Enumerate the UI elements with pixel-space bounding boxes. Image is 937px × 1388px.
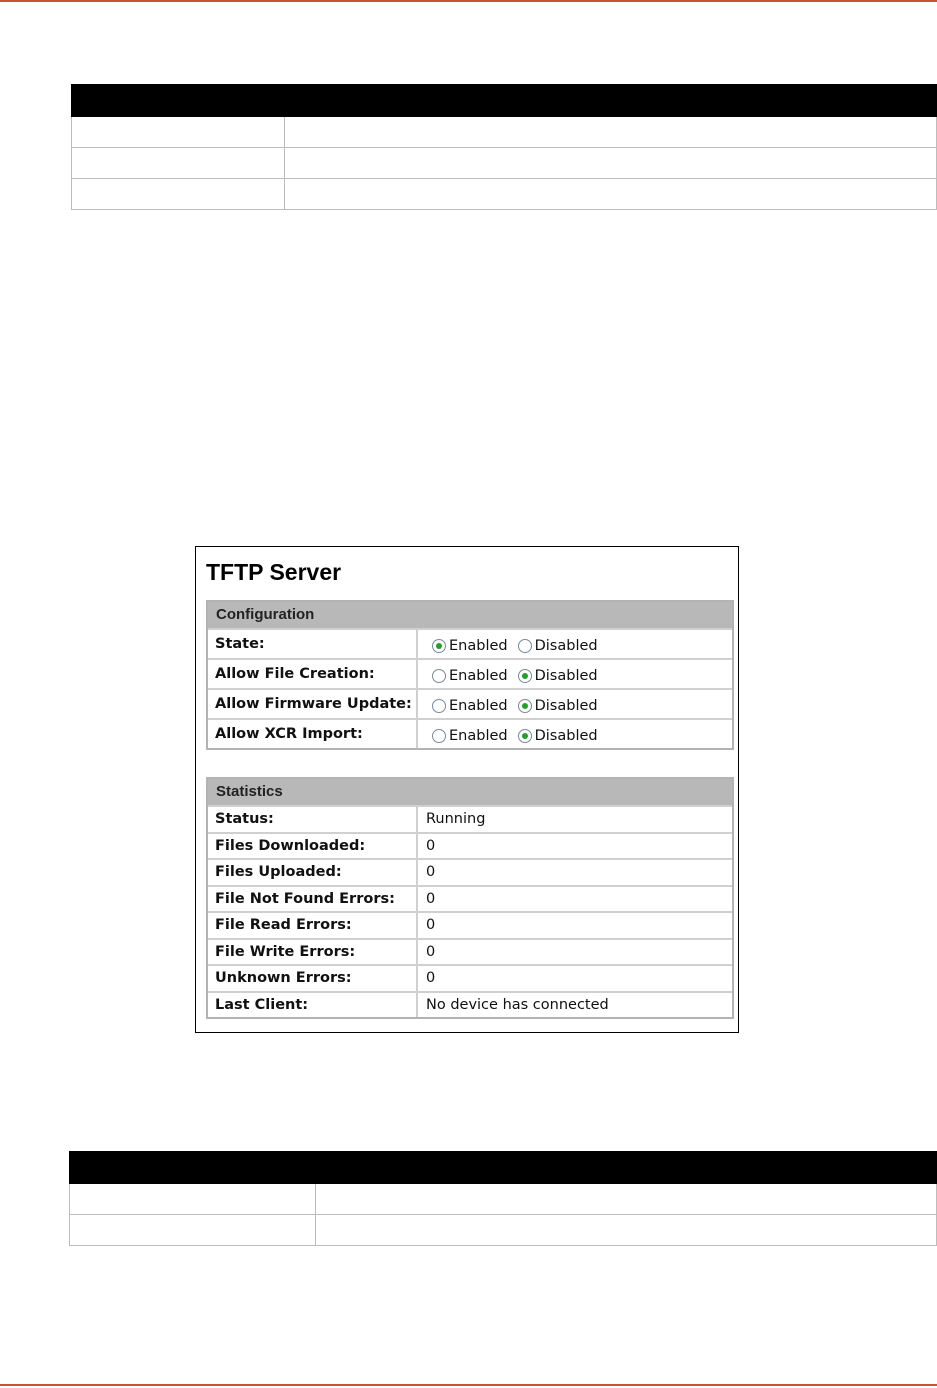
stats-value: 0 (426, 890, 436, 907)
panel-title: TFTP Server (206, 559, 342, 585)
stats-value: No device has connected (426, 996, 609, 1013)
stats-label: Last Client: (208, 993, 418, 1018)
config-label: Allow XCR Import: (208, 720, 418, 748)
stats-value: Running (426, 811, 486, 828)
allow-firmware-update-radio-group (426, 698, 608, 714)
table-row (72, 117, 937, 148)
stats-label: Files Downloaded: (208, 834, 418, 859)
radio-label[interactable]: Enabled (449, 638, 508, 654)
config-row-state (208, 628, 732, 658)
bottom-page-rule (0, 1384, 937, 1386)
stats-row (208, 805, 732, 832)
allow-file-creation-radio-group (426, 668, 608, 684)
stats-label: File Write Errors: (208, 940, 418, 965)
stats-row (208, 885, 732, 912)
table-header-row (70, 1152, 937, 1184)
allow-file-creation-enabled-radio[interactable] (432, 669, 446, 683)
radio-label[interactable]: Disabled (534, 668, 598, 684)
state-disabled-radio[interactable] (518, 639, 532, 653)
statistics-header: Statistics (208, 779, 732, 805)
stats-row (208, 991, 732, 1018)
stats-label: File Not Found Errors: (208, 887, 418, 912)
stats-label: Files Uploaded: (208, 860, 418, 885)
stats-value: 0 (426, 837, 436, 854)
radio-label[interactable]: Enabled (449, 728, 508, 744)
statistics-section (206, 777, 734, 1019)
configuration-section (206, 600, 734, 750)
stats-label: Unknown Errors: (208, 966, 418, 991)
parameter-table-bottom (69, 1151, 937, 1246)
stats-label: File Read Errors: (208, 913, 418, 938)
stats-label: Status: (208, 807, 418, 832)
config-label: State: (208, 630, 418, 658)
radio-label[interactable]: Disabled (534, 638, 598, 654)
table-row (72, 179, 937, 210)
table-row (70, 1184, 937, 1215)
allow-xcr-import-enabled-radio[interactable] (432, 729, 446, 743)
stats-value: 0 (426, 943, 436, 960)
tftp-server-panel (195, 546, 739, 1033)
radio-label[interactable]: Enabled (449, 668, 508, 684)
stats-row (208, 832, 732, 859)
config-label: Allow File Creation: (208, 660, 418, 688)
top-page-rule (0, 0, 937, 2)
parameter-table-top (71, 84, 937, 210)
config-label: Allow Firmware Update: (208, 690, 418, 718)
allow-firmware-update-enabled-radio[interactable] (432, 699, 446, 713)
stats-row (208, 938, 732, 965)
table-row (70, 1215, 937, 1246)
stats-value: 0 (426, 970, 436, 987)
configuration-header: Configuration (208, 602, 732, 628)
stats-row (208, 911, 732, 938)
config-row-allow-xcr-import (208, 718, 732, 748)
config-row-allow-firmware-update (208, 688, 732, 718)
allow-xcr-import-disabled-radio[interactable] (518, 729, 532, 743)
stats-row (208, 964, 732, 991)
stats-value: 0 (426, 917, 436, 934)
stats-row (208, 858, 732, 885)
allow-file-creation-disabled-radio[interactable] (518, 669, 532, 683)
radio-label[interactable]: Disabled (534, 728, 598, 744)
allow-firmware-update-disabled-radio[interactable] (518, 699, 532, 713)
config-row-allow-file-creation (208, 658, 732, 688)
stats-value: 0 (426, 864, 436, 881)
radio-label[interactable]: Enabled (449, 698, 508, 714)
table-row (72, 148, 937, 179)
radio-label[interactable]: Disabled (534, 698, 598, 714)
state-enabled-radio[interactable] (432, 639, 446, 653)
state-radio-group (426, 638, 608, 654)
allow-xcr-import-radio-group (426, 728, 608, 744)
table-header-row (72, 85, 937, 117)
